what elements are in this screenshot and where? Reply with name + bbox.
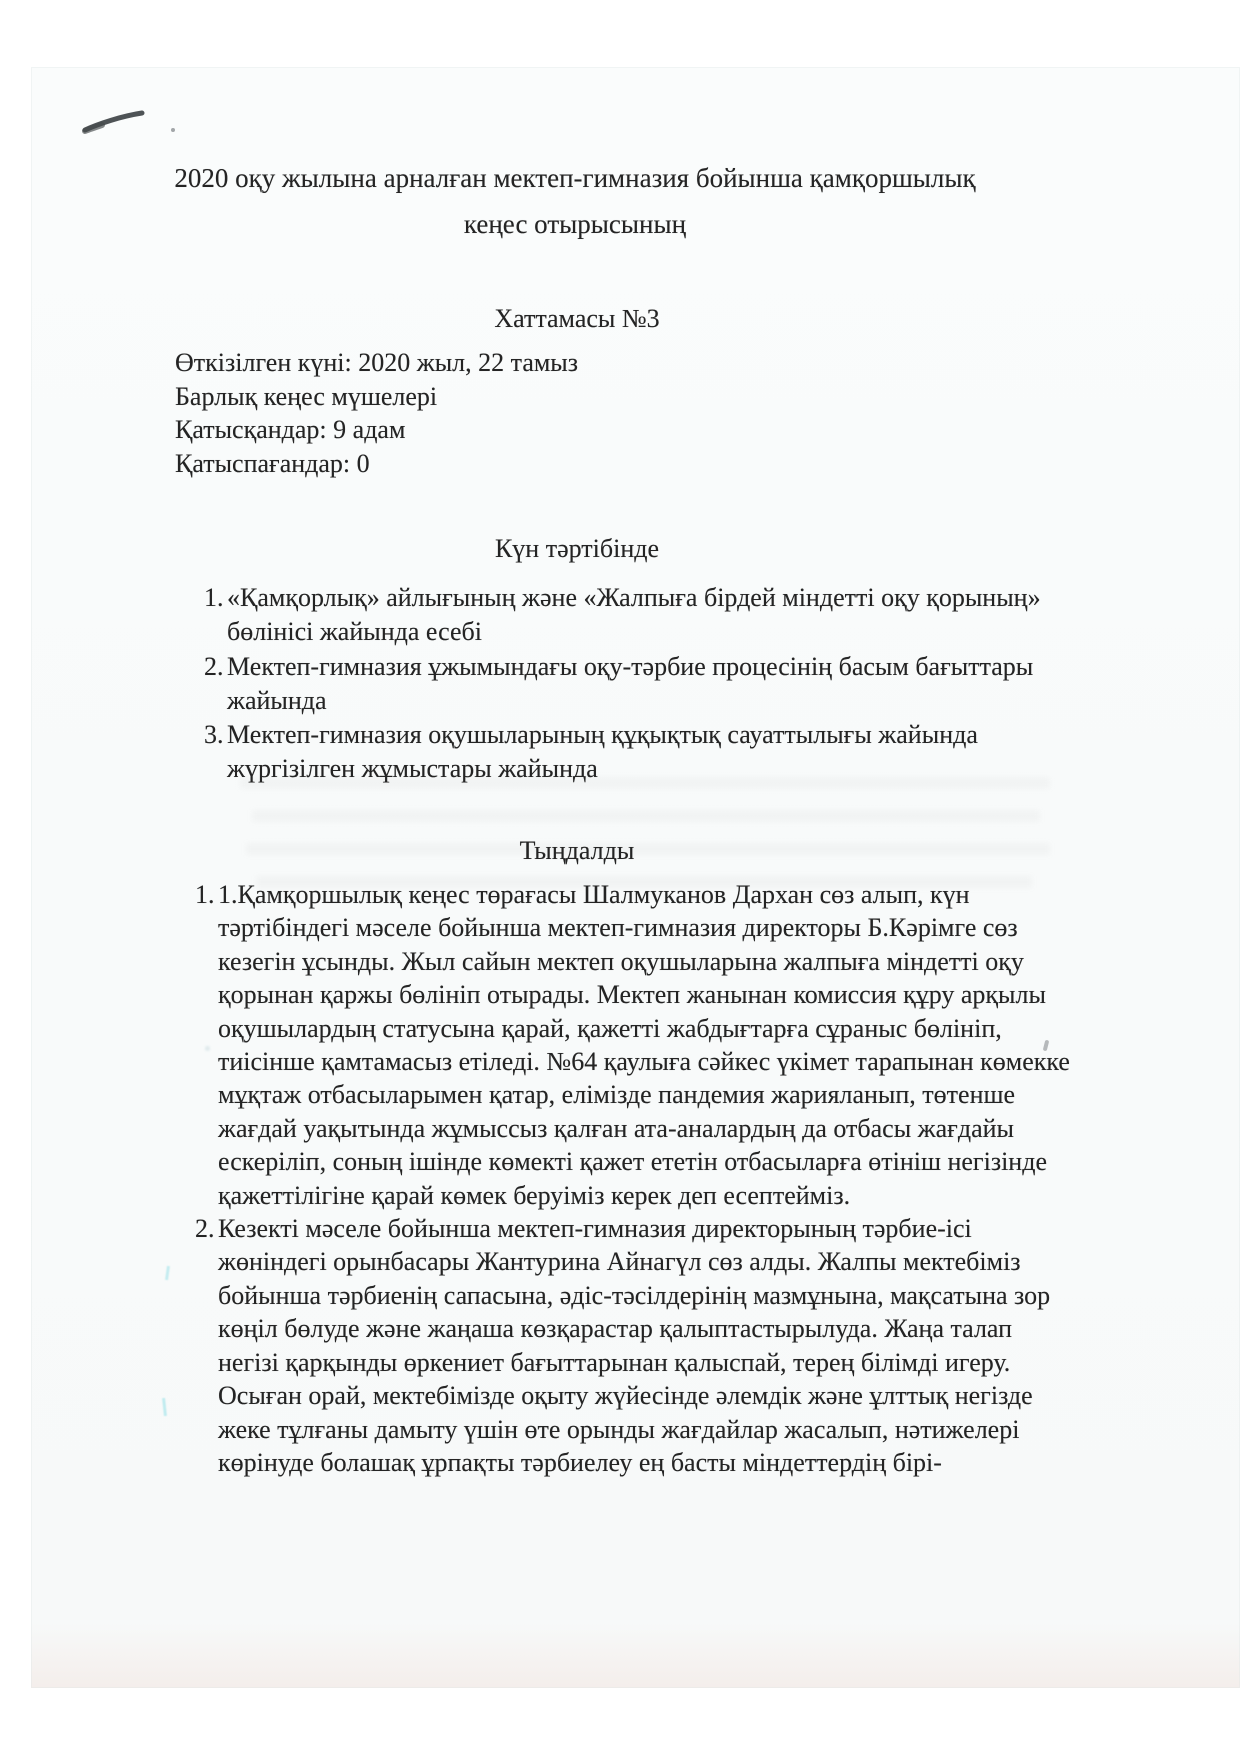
- item-number: 2.: [195, 1214, 215, 1244]
- cyan-smudge-mark: [205, 1046, 210, 1051]
- item-number: 1.: [195, 880, 215, 909]
- ink-dot-mark: [171, 128, 175, 132]
- item-number: 3.: [204, 720, 224, 750]
- item-text: Кезекті мәселе бойынша мектеп-гимназия директорының тәрбие-ісі жөніндегі орынбасары Жантурина Айнагүл сөз алды. Жалпы мектебіміз бойынша тәрбиенің сапасына, әдіс-тәсілдерінің мазмұнына, мақсатына зор көңіл бөлуде және жаңаша көзқарастар қалыптастырылуда. Жаңа талап негізі қарқынды өркениет бағыттарынан қалыспай, терең білімді игеру. Осыған орай, мектебімізде оқыту жүйесінде әлемдік және ұлттық негізде жеке тұлғаны дамыту үшін өте орынды жағдайлар жасалып, нәтижелері көрінуде болашақ ұрпақты тәрбиелеу ең басты міндеттердің бірі-: [218, 1214, 1051, 1477]
- item-text: Мектеп-гимназия оқушыларының құқықтық сауаттылығы жайында жүргізілген жұмыстары жайында: [227, 720, 978, 784]
- item-number: 2.: [204, 651, 224, 681]
- item-text: 1.Қамқоршылық кеңес төрағасы Шалмуканов Дархан сөз алып, күн тәртібіндегі мәселе бойынша мектеп-гимназия директоры Б.Кәрімге сөз кезегін ұсынды. Жыл сайын мектеп оқушыларына жалпыға міндетті оқу қорынан қаржы бөлініп отырады. Мектеп жанынан комиссия құру арқылы оқушылардың статусына қарай, қажетті жабдығтарға сұраныс бөлініп, тиісінше қамтамасыз етіледі. №64 қаулыға сәйкес үкімет тарапынан көмекке мұқтаж отбасыларымен қатар, елімізде пандемия жарияланып, төтенше жағдай уақытында жұмыссыз қалған ата-аналардың да отбасы жағдайы ескеріліп, соның ішінде көмекті қажет ететін отбасыларға өтініш негізінде қажеттілігіне қарай көмек беруіміз керек деп есептейміз.: [218, 880, 1070, 1210]
- agenda-item: [175, 581, 1075, 650]
- meeting-meta: [175, 346, 1075, 480]
- protocol-number-heading: Хаттамасы №3: [494, 304, 660, 333]
- item-text: Мектеп-гимназия ұжымындағы оқу-тәрбие процесінің басым бағыттары жайында: [227, 651, 1034, 715]
- bleed-through-mark: [252, 810, 1040, 822]
- agenda-item: [175, 650, 1075, 719]
- item-number: 1.: [204, 583, 224, 612]
- document-title: 2020 оқу жылына арналған мектеп-гимназия бойынша қамқоршылық кеңес отырысының: [174, 163, 976, 239]
- agenda-heading: Күн тәртібінде: [494, 534, 660, 563]
- meta-line-date: Өткізілген күні: 2020 жыл, 22 тамыз: [175, 348, 579, 377]
- heard-item: [175, 878, 1075, 1212]
- item-text: «Қамқорлық» айлығының және «Жалпыға бірдей міндетті оқу қорының» бөлінісі жайында есебі: [227, 583, 1041, 647]
- meta-line-absent: Қатыспағандар: 0: [175, 448, 370, 478]
- heard-heading: Тыңдалды: [519, 836, 635, 865]
- heard-list: [175, 878, 1075, 1479]
- paper-sheet: [31, 67, 1240, 1688]
- agenda-item: [175, 718, 1075, 787]
- meta-line-present: Қатысқандар: 9 адам: [175, 415, 406, 444]
- pen-stroke-mark: [78, 102, 152, 140]
- agenda-list: [175, 581, 1075, 787]
- meta-line-members: Барлық кеңес мүшелері: [175, 381, 438, 411]
- heard-item: [175, 1212, 1075, 1479]
